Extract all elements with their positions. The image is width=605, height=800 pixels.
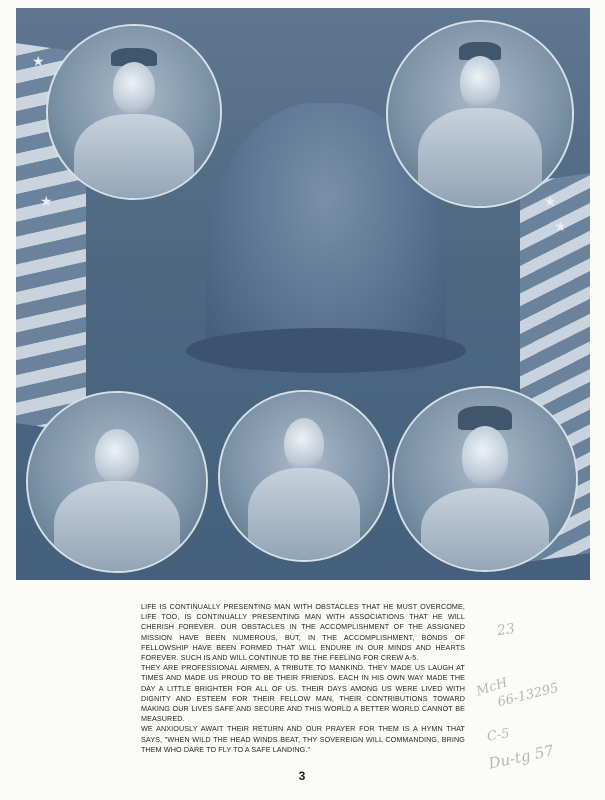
crew-portrait-bottom-right (394, 388, 576, 570)
handwritten-note: McH (474, 675, 510, 700)
handwritten-note: Du-tg 57 (486, 741, 556, 773)
handwritten-note: C-5 (485, 726, 511, 745)
caption-paragraph: WE ANXIOUSLY AWAIT THEIR RETURN AND OUR PRAYER FOR THEM IS A HYMN THAT SAYS, "WHEN WILD THE HEAD WINDS BEAT, THY SOVEREIGN WILL COMMANDING, BRING THEM WHO DARE TO FLY TO A SAFE LANDING." (141, 724, 465, 754)
caption-paragraph: THEY ARE PROFESSIONAL AIRMEN, A TRIBUTE TO MANKIND. THEY MADE US LAUGH AT TIMES AND MADE US PROUD TO BE THEIR FRIENDS. EACH IN HIS OWN WAY MADE THE DAY A LITTLE BRIGHTER FOR ALL OF US. THEIR DAYS AMONG US WERE LIVED WITH DIGNITY AND ESTEEM FOR THEIR FELLOW MAN, THEIR CONTRIBUTIONS TOWARD MAKING OUR LIVES SAFE AND SECURE AND THIS WORLD A BETTER WORLD CANNOT BE MEASURED. (141, 663, 465, 724)
handwritten-note: 66-13295 (496, 680, 561, 711)
flag-star-icon: ★ (544, 193, 557, 209)
crew-portrait-top-left (48, 26, 220, 198)
flag-star-icon: ★ (554, 218, 567, 234)
flag-star-icon: ★ (40, 193, 53, 209)
handwritten-note: 23 (495, 620, 516, 640)
tribute-caption (141, 602, 465, 755)
liberty-bell-lip (186, 328, 466, 373)
caption-paragraph: LIFE IS CONTINUALLY PRESENTING MAN WITH OBSTACLES THAT HE MUST OVERCOME, LIFE TOO, IS CONTINUALLY PRESENTING MAN WITH ASSOCIATIONS THAT HE WILL CHERISH FOREVER. OUR OBSTACLES IN THE ACCOMPLISHMENT OF THE ASSIGNED MISSION HAVE BEEN NUMEROUS, BUT, IN THE ACCOMPLISHMENT, BONDS OF FELLOWSHIP HAVE BEEN FORMED THAT WILL ENDURE IN OUR MINDS AND HEARTS FOREVER. SUCH IS AND WILL CONTINUE TO BE THE FEELING FOR CREW A-5. (141, 602, 465, 663)
crew-portrait-top-right (388, 22, 572, 206)
page-number: 3 (298, 769, 306, 783)
flag-star-icon: ★ (32, 53, 45, 69)
photo-collage (16, 8, 590, 580)
crew-portrait-bottom-center (220, 392, 388, 560)
crew-portrait-bottom-left (28, 393, 206, 571)
